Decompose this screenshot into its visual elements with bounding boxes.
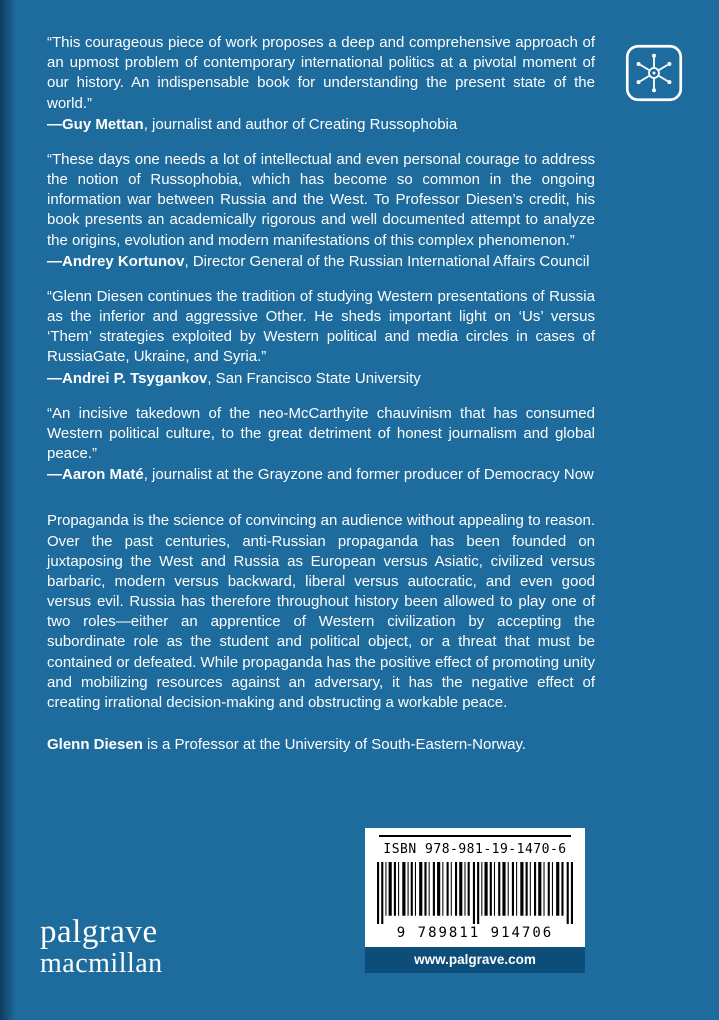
publisher-name-palgrave: palgrave bbox=[40, 913, 158, 950]
isbn-top-rule bbox=[379, 835, 571, 837]
palgrave-device-icon bbox=[625, 44, 683, 102]
quote-attribution bbox=[47, 252, 595, 272]
quote-attribution bbox=[47, 369, 595, 389]
barcode-digits: 9 789811 914706 bbox=[396, 925, 554, 941]
quote-author-role: , Director General of the Russian International Affairs Council bbox=[184, 252, 590, 270]
publisher-wordmark bbox=[40, 915, 163, 978]
endorsement-quote-1 bbox=[47, 33, 595, 135]
author-bio bbox=[47, 735, 595, 755]
quote-author: —Andrey Kortunov bbox=[47, 252, 185, 270]
quote-attribution bbox=[47, 465, 595, 485]
quote-author-role: , San Francisco State University bbox=[207, 369, 421, 387]
quote-author: —Andrei P. Tsygankov bbox=[47, 369, 208, 387]
barcode-icon bbox=[377, 862, 573, 924]
book-description: Propaganda is the science of convincing an audience without appealing to reason. Over the past centuries, anti-Russian propaganda has been founded on juxtaposing the West and Russia as European versus Asiatic, civilized versus barbaric, modern versus backward, liberal versus autocratic, and even good versus evil. Russia has therefore throughout history been allowed to play one of two roles—either an apprentice of Western civilization by accepting the subordinate role as the student and political object, or a threat that must be contained or defeated. While propaganda has the positive effect of promoting unity and mobilizing resources against an adversary, it has the negative effect of creating irrational decision-making and obstructing a workable peace. bbox=[47, 512, 595, 711]
cover-text bbox=[47, 33, 595, 755]
endorsement-quote-3 bbox=[47, 287, 595, 389]
author-name: Glenn Diesen bbox=[47, 736, 143, 754]
author-bio-text: is a Professor at the University of South-Eastern-Norway. bbox=[142, 736, 527, 754]
quote-author: —Guy Mettan bbox=[47, 115, 144, 133]
isbn-block bbox=[365, 828, 585, 973]
quote-text: “These days one needs a lot of intellectual and even personal courage to address the notion of Russophobia, which has become so common in the ongoing information war between Russia and the West. To Professor Diesen’s credit, his book presents an academically rigorous and well documented attempt to analyze the origins, evolution and modern manifestations of this complex phenomenon.” bbox=[47, 150, 595, 249]
publisher-website: www.palgrave.com bbox=[365, 947, 585, 973]
quote-text: “Glenn Diesen continues the tradition of studying Western presentations of Russia as the inferior and aggressive Other. He sheds important light on ‘Us’ versus ‘Them’ strategies exploited by Western political and media circles in cases of RussiaGate, Ukraine, and Syria.” bbox=[47, 287, 595, 366]
quote-attribution bbox=[47, 115, 595, 135]
publisher-name-macmillan: macmillan bbox=[40, 947, 163, 979]
quote-text: “This courageous piece of work proposes a deep and comprehensive approach of an upmost problem of contemporary international politics at a pivotal moment of our history. An indispensable book for understanding the present state of the world.” bbox=[47, 34, 595, 112]
endorsement-quote-4 bbox=[47, 404, 595, 486]
isbn-number: ISBN 978-981-19-1470-6 bbox=[383, 842, 567, 857]
quote-author-role: , journalist and author of Creating Russophobia bbox=[143, 115, 458, 133]
quote-author-role: , journalist at the Grayzone and former producer of Democracy Now bbox=[143, 466, 594, 484]
spine-shadow bbox=[0, 0, 16, 1020]
isbn-box bbox=[365, 828, 585, 947]
quote-text: “An incisive takedown of the neo-McCarthyite chauvinism that has consumed Western political culture, to the great detriment of honest journalism and global peace.” bbox=[47, 404, 595, 463]
endorsement-quote-2 bbox=[47, 150, 595, 272]
quote-author: —Aaron Maté bbox=[47, 466, 144, 484]
